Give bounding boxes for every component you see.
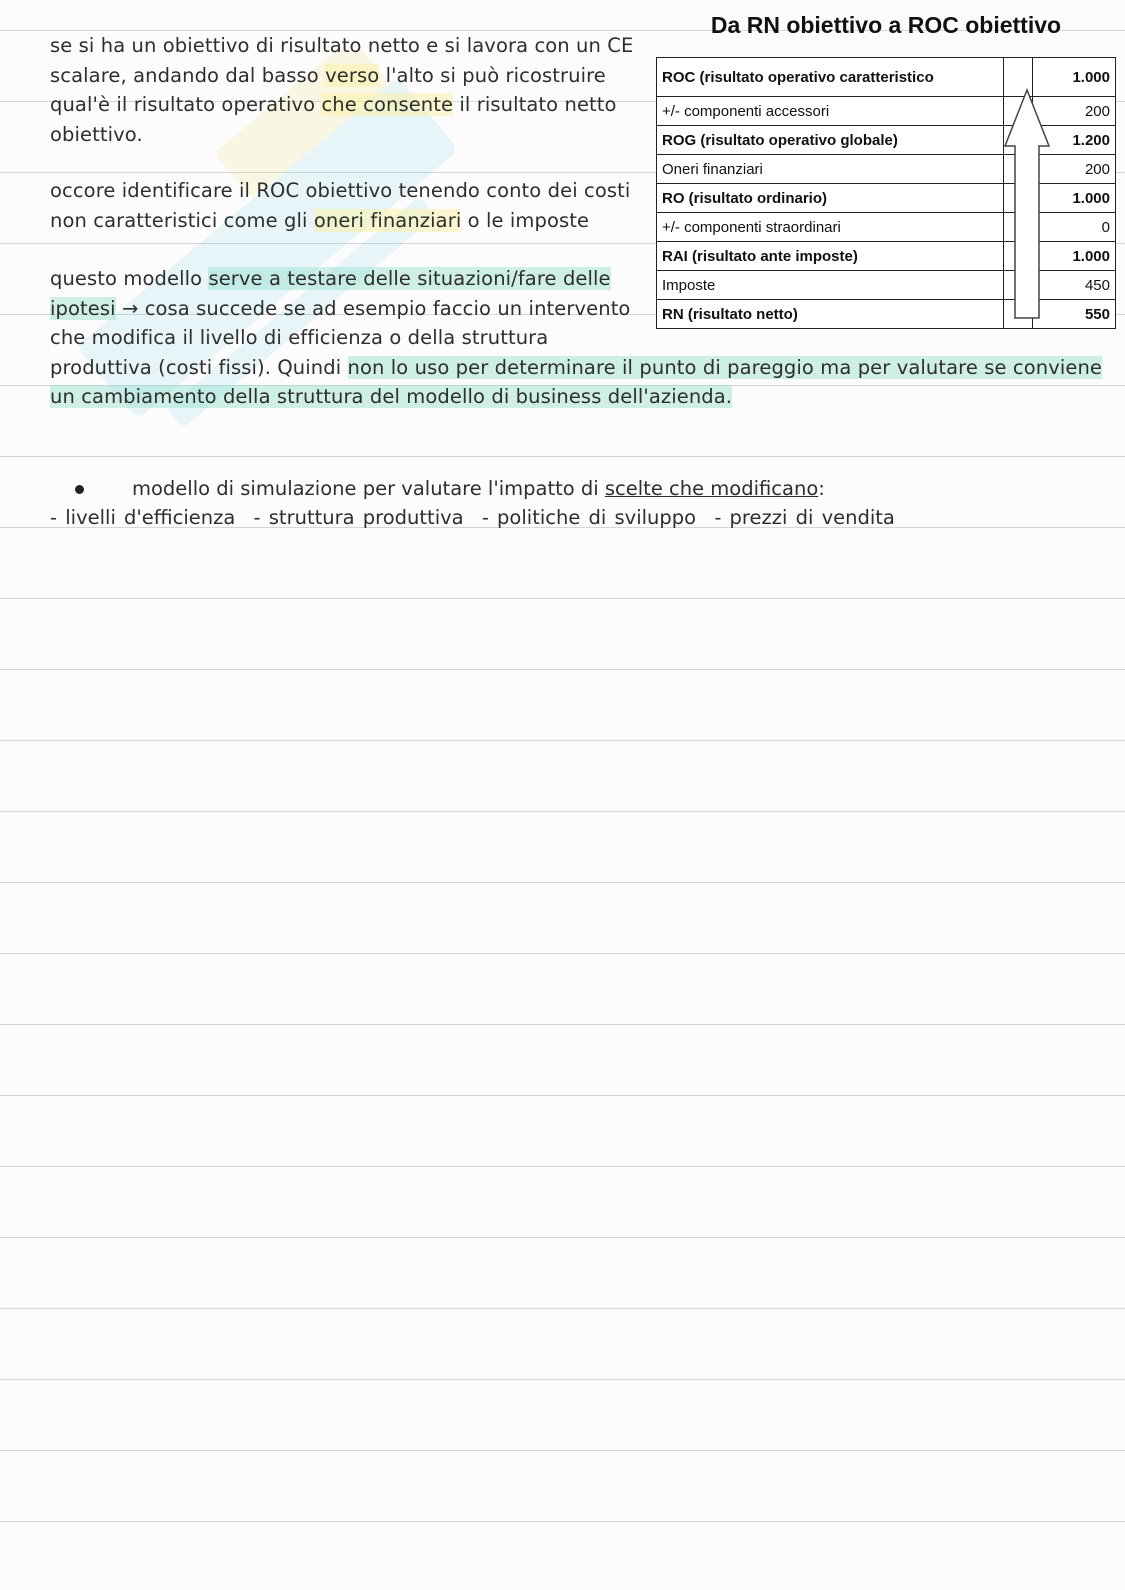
text-line: non caratteristici come gli [50, 208, 314, 232]
table-row [657, 97, 1116, 126]
bullet-dot-icon [75, 485, 84, 494]
rule-line [0, 456, 1125, 457]
row-label: Oneri finanziari [657, 155, 1004, 184]
arrow-column-cell [1004, 242, 1033, 271]
text-line: il risultato netto [453, 93, 617, 116]
text-line: o le imposte [461, 208, 590, 232]
rule-line [0, 740, 1125, 741]
row-value: 1.000 [1033, 58, 1116, 97]
row-value: 1.000 [1033, 242, 1116, 271]
row-label: ROC (risultato operativo caratteristico [657, 58, 1004, 97]
row-value: 200 [1033, 155, 1116, 184]
highlighted-text: che consente [321, 93, 454, 116]
income-statement-table [656, 57, 1116, 329]
list-item: - livelli d'efficienza [50, 506, 236, 529]
arrow-column-cell [1004, 58, 1033, 97]
highlighted-text: serve a testare delle situazioni/fare delle [208, 267, 611, 290]
highlighted-text: verso [325, 63, 380, 87]
highlighted-text: oneri finanziari [313, 208, 462, 232]
rule-line [0, 1095, 1125, 1096]
row-value: 450 [1033, 271, 1116, 300]
row-value: 200 [1033, 97, 1116, 126]
table-row [657, 155, 1116, 184]
highlighted-text: non lo uso per determinare il punto di pareggio ma per valutare se conviene [347, 355, 1103, 379]
text-line: occore identificare il ROC obiettivo tenendo conto dei costi [50, 179, 631, 202]
arrow-column-cell [1004, 97, 1033, 126]
row-label: ROG (risultato operativo globale) [657, 126, 1004, 155]
rule-line [0, 1024, 1125, 1025]
rule-line [0, 953, 1125, 954]
rule-line [0, 1379, 1125, 1380]
text-line: modello di simulazione per valutare l'impatto di [132, 477, 605, 500]
bullet-text [132, 474, 825, 504]
highlighted-text: ipotesi [50, 296, 116, 320]
list-item: - politiche di sviluppo [481, 506, 697, 529]
rule-line [0, 811, 1125, 812]
table-title: Da RN obiettivo a ROC obiettivo [710, 12, 1062, 38]
text-line: se si ha un obiettivo di risultato netto e si lavora con un CE [50, 34, 634, 57]
rule-line [0, 1237, 1125, 1238]
highlighted-text: un cambiamento della struttura del modello di business dell'azienda. [50, 385, 733, 408]
row-label: +/- componenti accessori [657, 97, 1004, 126]
row-value: 1.200 [1033, 126, 1116, 155]
table-row [657, 58, 1116, 97]
text-line: che modifica il livello di efficienza o della struttura [50, 326, 549, 349]
arrow-column-cell [1004, 271, 1033, 300]
table-row [657, 300, 1116, 329]
table-row [657, 242, 1116, 271]
row-value: 0 [1033, 213, 1116, 242]
table-row [657, 184, 1116, 213]
arrow-column-cell [1004, 213, 1033, 242]
rule-line [0, 598, 1125, 599]
rule-line [0, 882, 1125, 883]
rule-line [0, 1308, 1125, 1309]
row-label: +/- componenti straordinari [657, 213, 1004, 242]
arrow-column-cell [1004, 300, 1033, 329]
table-row [657, 271, 1116, 300]
text-line: produttiva (costi fissi). Quindi [50, 355, 348, 379]
text-line: qual'è il risultato operativo [50, 93, 322, 116]
row-value: 1.000 [1033, 184, 1116, 213]
table-row [657, 213, 1116, 242]
table-row [657, 126, 1116, 155]
row-label: Imposte [657, 271, 1004, 300]
text-line: obiettivo. [50, 122, 143, 146]
arrow-column-cell [1004, 184, 1033, 213]
text-line: : [818, 477, 825, 500]
paragraph-roc-objective [50, 176, 630, 235]
list-item: - struttura produttiva [253, 506, 464, 529]
row-label: RAI (risultato ante imposte) [657, 242, 1004, 271]
row-value: 550 [1033, 300, 1116, 329]
arrow-column-cell [1004, 155, 1033, 184]
rule-line [0, 1166, 1125, 1167]
row-label: RO (risultato ordinario) [657, 184, 1004, 213]
choices-list [50, 503, 905, 533]
text-line: scalare, andando dal basso [50, 63, 326, 87]
list-item: - prezzi di vendita [714, 506, 895, 529]
row-label: RN (risultato netto) [657, 300, 1004, 329]
arrow-column-cell [1004, 126, 1033, 155]
rule-line [0, 1450, 1125, 1451]
rule-line [0, 1521, 1125, 1522]
paragraph-rn-objective [50, 31, 633, 149]
text-line: → cosa succede se ad esempio faccio un intervento [115, 296, 631, 320]
text-line: questo modello [50, 267, 209, 290]
rule-line [0, 669, 1125, 670]
underlined-text: scelte che modificano [604, 477, 819, 500]
text-line: l'alto si può ricostruire [379, 63, 606, 87]
